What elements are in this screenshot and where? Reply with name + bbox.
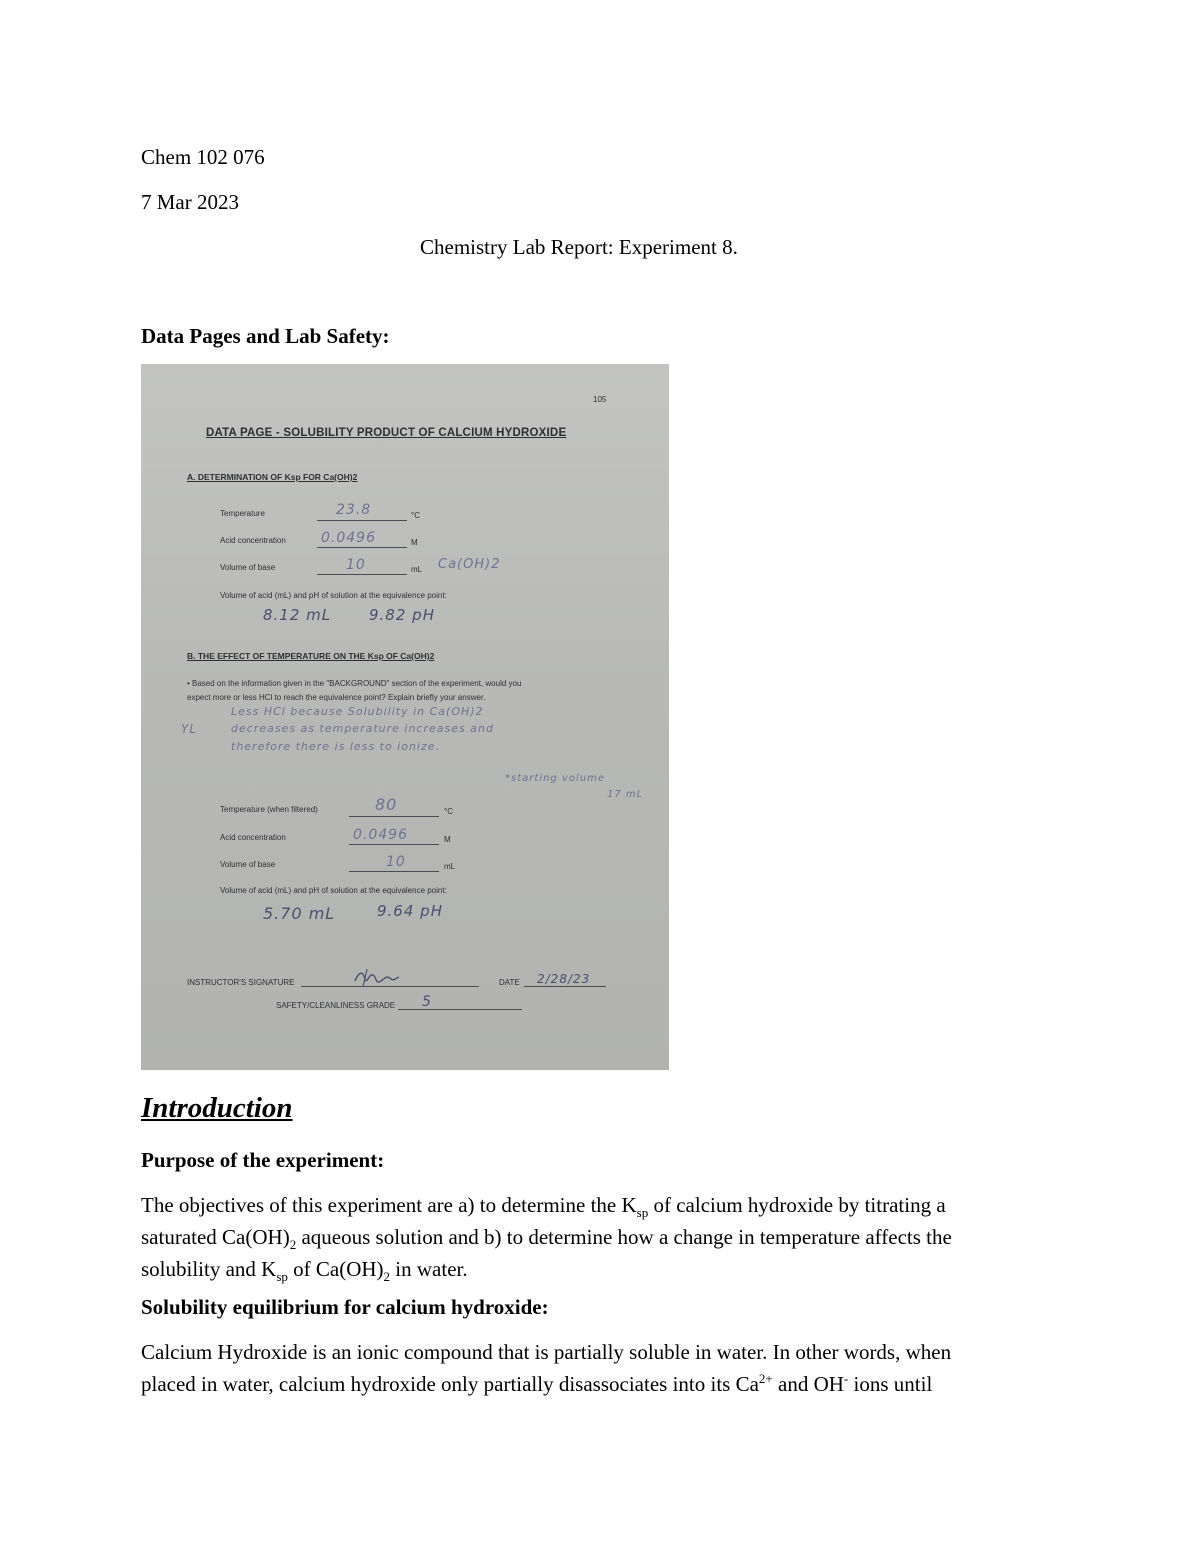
grader-initials: YL (181, 722, 198, 736)
b-acid-conc-label: Acid concentration (220, 833, 286, 842)
a-acid-conc-unit: M (411, 538, 418, 547)
a-temperature-label: Temperature (220, 509, 265, 518)
a-temperature-value: 23.8 (336, 502, 372, 518)
b-answer-line2: decreases as temperature increases and (231, 722, 494, 735)
report-title: Chemistry Lab Report: Experiment 8. (420, 235, 738, 259)
b-temperature-unit: °C (444, 807, 453, 816)
b-question-line2: expect more or less HCl to reach the equivalence point? Explain briefly your answer. (187, 693, 486, 702)
b-equiv-label: Volume of acid (mL) and pH of solution at the equivalence point: (220, 886, 447, 895)
sheet-page-number: 105 (593, 395, 607, 404)
b-side-note-line1: *starting volume (505, 773, 605, 784)
b-equiv-ph: 9.64 pH (377, 902, 443, 920)
b-answer-line1: Less HCl because Solubility in Ca(OH)2 (231, 705, 484, 718)
a-equiv-label: Volume of acid (mL) and pH of solution at the equivalence point: (220, 591, 447, 600)
b-base-volume-value: 10 (386, 854, 406, 870)
b-answer-line3: therefore there is less to ionize. (231, 740, 441, 753)
a-equiv-ph: 9.82 pH (369, 606, 435, 624)
equilibrium-line-1: Calcium Hydroxide is an ionic compound that is partially soluble in water. In other words, when (141, 1340, 952, 1364)
b-base-volume-unit: mL (444, 862, 456, 871)
a-equiv-volume: 8.12 mL (263, 606, 332, 624)
purpose-paragraph (141, 1189, 1061, 1285)
section-b-heading: B. THE EFFECT OF TEMPERATURE ON THE Ksp OF Ca(OH)2 (187, 651, 435, 661)
a-base-volume-unit: mL (411, 565, 423, 574)
signature-label: INSTRUCTOR'S SIGNATURE (187, 978, 295, 987)
instructor-signature (353, 967, 401, 989)
introduction-heading: Introduction (141, 1092, 293, 1124)
b-temperature-label: Temperature (when filtered) (220, 805, 318, 814)
b-side-note-line2: 17 mL (607, 789, 644, 800)
a-acid-conc-label: Acid concentration (220, 536, 286, 545)
b-equiv-volume: 5.70 mL (263, 904, 336, 923)
data-sheet-photo (141, 364, 669, 1070)
purpose-line-2: saturated $Ca(OH)_2$ aqueous solution and b) to determine how a change in temperature affects the (141, 1225, 952, 1253)
section-a-heading: A. DETERMINATION OF Ksp FOR Ca(OH)2 (187, 472, 358, 482)
purpose-heading: Purpose of the experiment: (141, 1148, 385, 1172)
b-question-line1: • Based on the information given in the "BACKGROUND" section of the experiment, would you (187, 679, 522, 688)
report-date: 7 Mar 2023 (141, 190, 239, 214)
date-label: DATE (499, 978, 520, 987)
equilibrium-heading: Solubility equilibrium for calcium hydroxide: (141, 1295, 549, 1319)
purpose-line-1: The objectives of this experiment are a) to determine the $K_{sp}$ of calcium hydroxide by titrating a (141, 1193, 946, 1221)
b-temperature-value: 80 (375, 795, 398, 814)
a-base-volume-value: 10 (346, 557, 366, 573)
a-acid-conc-value: 0.0496 (321, 530, 376, 546)
equilibrium-line-2: placed in water, calcium hydroxide only partially disassociates into its $Ca^{2+}$ and OH- ions until (141, 1371, 933, 1396)
purpose-line-3: solubility and $K_{sp}$ of $Ca(OH)_2$ in water. (141, 1257, 468, 1285)
b-base-volume-label: Volume of base (220, 860, 276, 869)
sheet-title: DATA PAGE - SOLUBILITY PRODUCT OF CALCIUM HYDROXIDE (206, 427, 567, 439)
b-acid-conc-value: 0.0496 (353, 827, 408, 843)
date-value: 2/28/23 (537, 972, 591, 986)
equilibrium-paragraph (141, 1336, 1061, 1400)
a-base-volume-label: Volume of base (220, 563, 276, 572)
section-heading-data-pages: Data Pages and Lab Safety: (141, 324, 390, 348)
grade-label: SAFETY/CLEANLINESS GRADE (276, 1001, 396, 1010)
course-label: Chem 102 076 (141, 145, 265, 169)
a-temperature-unit: °C (411, 511, 420, 520)
a-base-note: Ca(OH)2 (438, 557, 501, 572)
b-acid-conc-unit: M (444, 835, 451, 844)
grade-value: 5 (422, 994, 432, 1010)
